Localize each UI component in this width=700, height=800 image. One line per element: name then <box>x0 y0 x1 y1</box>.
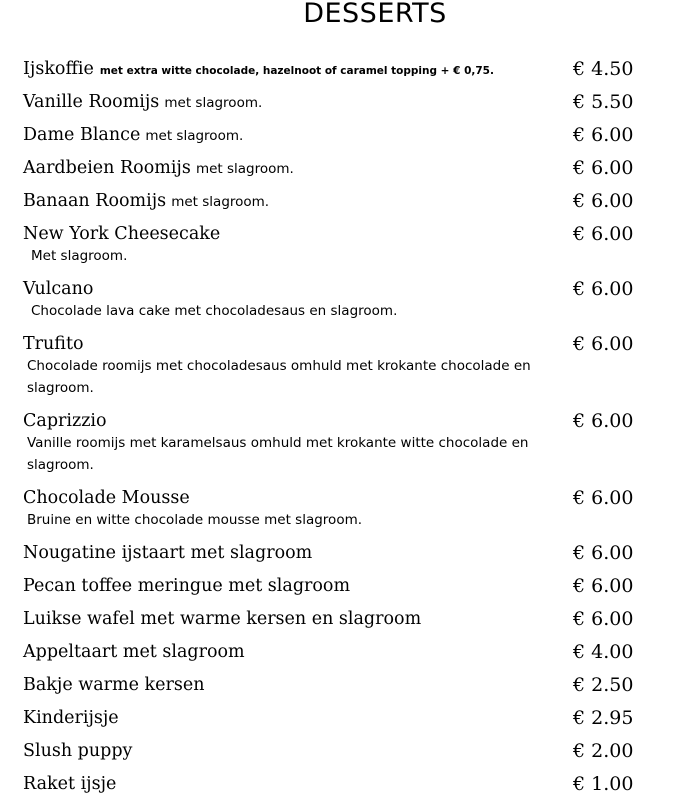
item-description: Vanille roomijs met karamelsaus omhuld met krokante witte chocolade en slagroom. <box>27 435 529 473</box>
item-name: Trufito <box>23 334 84 354</box>
item-price: € 6.00 <box>573 333 634 355</box>
item-name: Kinderijsje <box>23 708 119 728</box>
menu-item <box>23 575 683 597</box>
item-name: Bakje warme kersen <box>23 675 205 695</box>
page-title: DESSERTS <box>303 0 447 29</box>
item-price: € 6.00 <box>573 157 634 179</box>
menu-item <box>23 487 683 531</box>
menu-item <box>23 641 683 663</box>
menu-item <box>23 542 683 564</box>
menu-item <box>23 674 683 696</box>
item-price: € 2.95 <box>573 707 634 729</box>
item-name: Vulcano <box>23 279 94 299</box>
menu-item <box>23 58 683 80</box>
item-name: Aardbeien Roomijs <box>23 158 191 178</box>
item-price: € 5.50 <box>573 91 634 113</box>
item-name: Pecan toffee meringue met slagroom <box>23 576 351 596</box>
menu-item <box>23 608 683 630</box>
menu-item <box>23 124 683 146</box>
item-price: € 6.00 <box>573 542 634 564</box>
item-price: € 6.00 <box>573 575 634 597</box>
item-price: € 6.00 <box>573 223 634 245</box>
menu-item <box>23 707 683 729</box>
item-description: met slagroom. <box>171 194 270 210</box>
item-price: € 6.00 <box>573 278 634 300</box>
item-description: Met slagroom. <box>31 248 128 264</box>
item-description: Chocolade lava cake met chocoladesaus en slagroom. <box>31 303 398 319</box>
item-name: Slush puppy <box>23 741 133 761</box>
menu-item <box>23 333 683 399</box>
item-name: Raket ijsje <box>23 774 117 794</box>
menu-item <box>23 740 683 762</box>
menu-item <box>23 157 683 179</box>
menu-item <box>23 223 683 267</box>
item-name: Caprizzio <box>23 411 107 431</box>
item-price: € 6.00 <box>573 410 634 432</box>
item-description: met extra witte chocolade, hazelnoot of caramel topping + € 0,75. <box>99 65 494 77</box>
dessert-menu <box>23 58 683 795</box>
item-name: Ijskoffie <box>23 59 94 79</box>
item-price: € 6.00 <box>573 608 634 630</box>
item-price: € 4.50 <box>573 58 634 80</box>
item-price: € 6.00 <box>573 190 634 212</box>
item-description: Bruine en witte chocolade mousse met slagroom. <box>27 512 363 528</box>
menu-item <box>23 278 683 322</box>
item-name: Dame Blance <box>23 125 141 145</box>
item-name: Nougatine ijstaart met slagroom <box>23 543 313 563</box>
menu-item <box>23 190 683 212</box>
item-name: Chocolade Mousse <box>23 488 190 508</box>
item-description: met slagroom. <box>164 95 263 111</box>
menu-item <box>23 773 683 795</box>
item-price: € 6.00 <box>573 124 634 146</box>
item-name: New York Cheesecake <box>23 224 221 244</box>
item-price: € 2.50 <box>573 674 634 696</box>
item-price: € 6.00 <box>573 487 634 509</box>
item-name: Appeltaart met slagroom <box>23 642 245 662</box>
item-price: € 1.00 <box>573 773 634 795</box>
item-description: met slagroom. <box>145 128 244 144</box>
item-price: € 2.00 <box>573 740 634 762</box>
item-description: Chocolade roomijs met chocoladesaus omhuld met krokante chocolade en slagroom. <box>27 358 531 396</box>
item-name: Banaan Roomijs <box>23 191 167 211</box>
item-price: € 4.00 <box>573 641 634 663</box>
item-description: met slagroom. <box>195 161 294 177</box>
item-name: Vanille Roomijs <box>23 92 160 112</box>
item-name: Luikse wafel met warme kersen en slagroom <box>23 609 422 629</box>
menu-item <box>23 91 683 113</box>
menu-item <box>23 410 683 476</box>
